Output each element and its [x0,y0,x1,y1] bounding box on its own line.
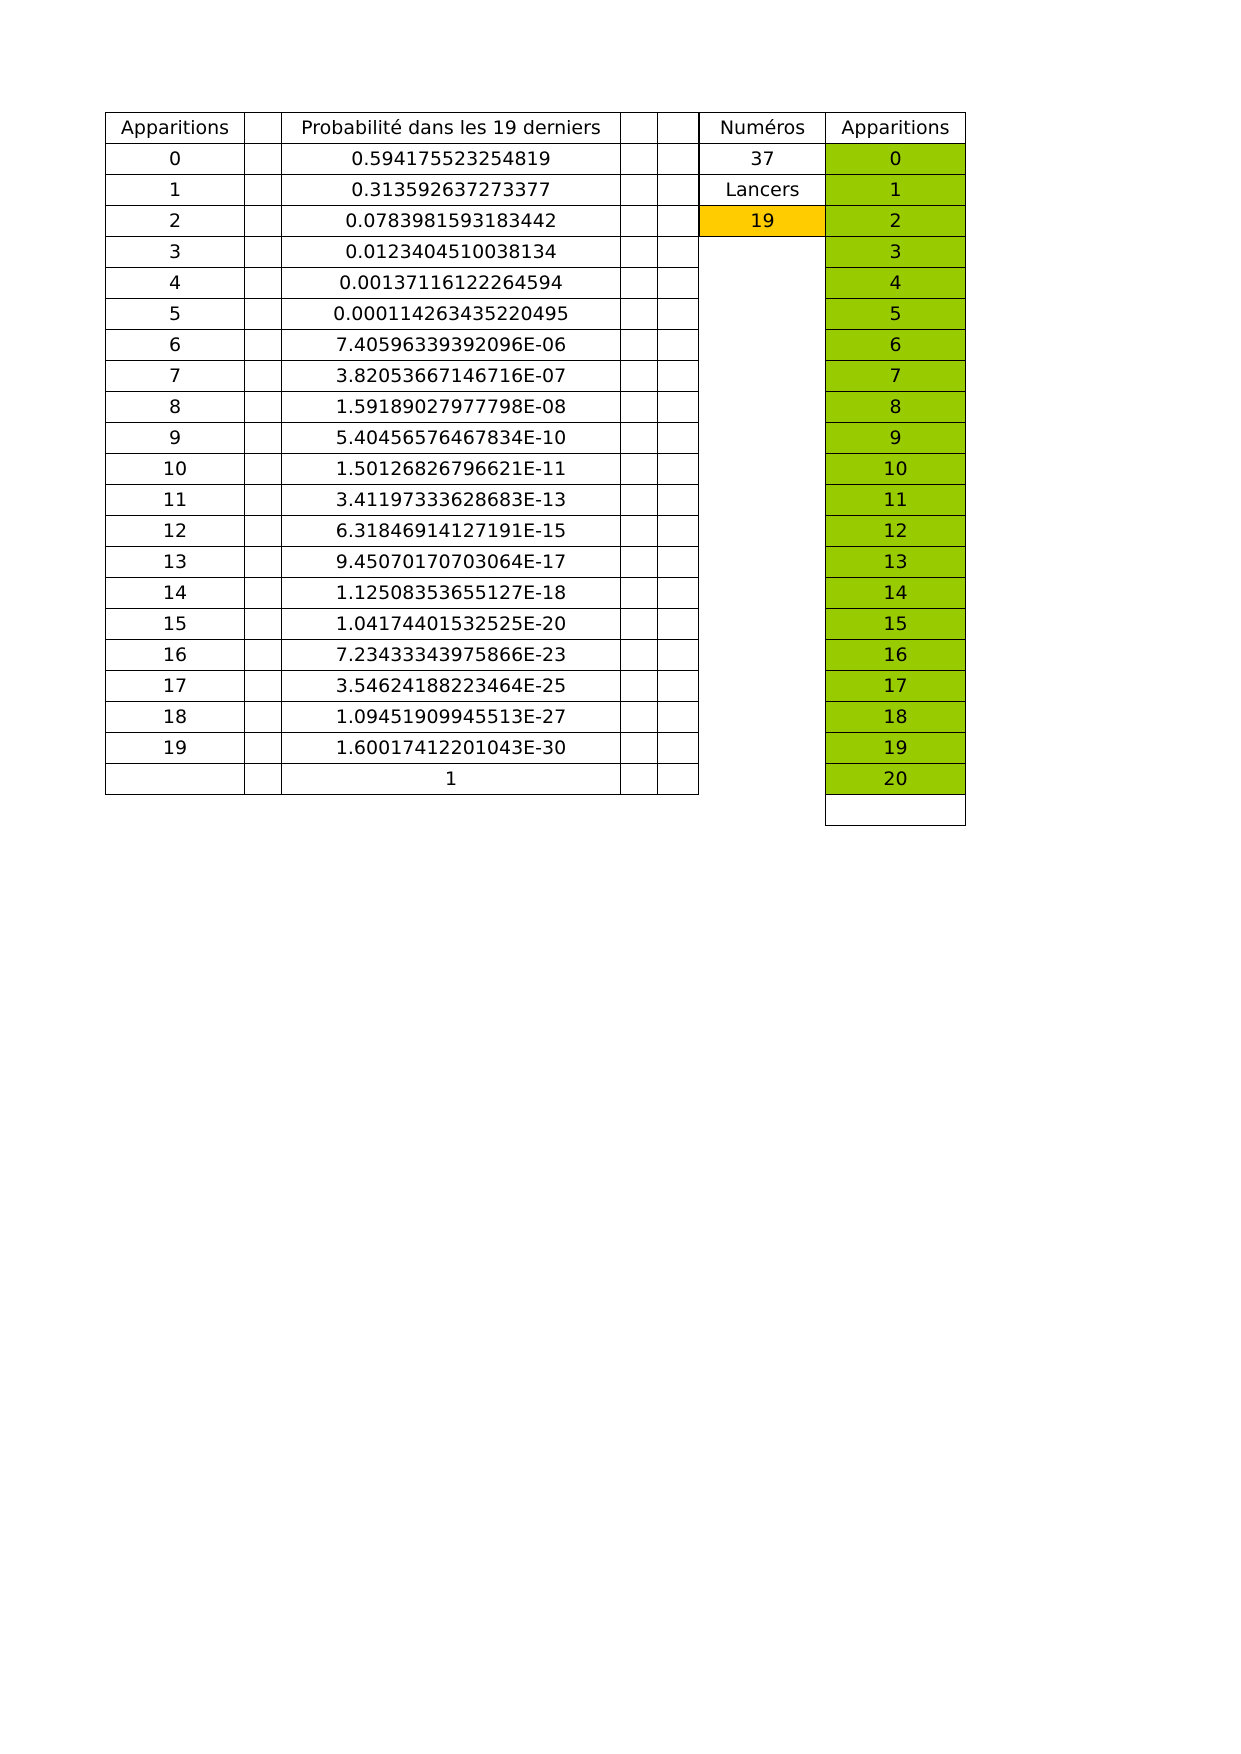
empty-cell[interactable] [621,733,658,764]
parameters-table [699,112,966,826]
appearance-value-cell[interactable]: 10 [826,454,966,485]
empty-cell[interactable] [245,175,282,206]
table-row [700,516,966,547]
numbers-label[interactable]: Numéros [700,113,826,144]
empty-cell[interactable] [621,640,658,671]
table-row [700,330,966,361]
empty-cell[interactable] [658,671,699,702]
empty-cell[interactable] [621,516,658,547]
empty-cell[interactable] [658,113,699,144]
appearance-count-cell[interactable]: 5 [106,299,245,330]
appearance-value-cell[interactable]: 11 [826,485,966,516]
blank-cell [700,733,826,764]
empty-cell[interactable] [826,795,966,826]
probability-cell[interactable]: 1.09451909945513E-27 [282,702,621,733]
appearance-count-cell[interactable]: 7 [106,361,245,392]
blank-cell [700,671,826,702]
empty-cell[interactable] [621,175,658,206]
appearance-count-cell[interactable]: 3 [106,237,245,268]
probability-cell[interactable]: 0.313592637273377 [282,175,621,206]
empty-cell[interactable] [658,268,699,299]
empty-cell[interactable] [106,764,245,795]
appearance-count-cell[interactable]: 8 [106,392,245,423]
table-row [106,361,699,392]
table-row [700,144,966,175]
appearance-value-cell[interactable]: 2 [826,206,966,237]
empty-cell[interactable] [658,237,699,268]
table-row [700,609,966,640]
numbers-value[interactable]: 37 [700,144,826,175]
empty-cell[interactable] [621,671,658,702]
table-row [700,299,966,330]
appearance-value-cell[interactable]: 17 [826,671,966,702]
appearance-count-cell[interactable]: 16 [106,640,245,671]
empty-cell[interactable] [621,764,658,795]
probability-cell[interactable]: 7.40596339392096E-06 [282,330,621,361]
probability-cell[interactable]: 0.000114263435220495 [282,299,621,330]
throws-label[interactable]: Lancers [700,175,826,206]
total-row [106,764,699,795]
probability-cell[interactable]: 1.59189027977798E-08 [282,392,621,423]
table-row [106,547,699,578]
empty-cell[interactable] [245,609,282,640]
probability-cell[interactable]: 1.60017412201043E-30 [282,733,621,764]
probability-table [105,112,699,795]
probability-cell[interactable]: 0.00137116122264594 [282,268,621,299]
empty-cell[interactable] [245,206,282,237]
table-row [700,764,966,795]
blank-cell [700,795,826,826]
empty-cell[interactable] [245,702,282,733]
probability-cell[interactable]: 3.82053667146716E-07 [282,361,621,392]
empty-cell[interactable] [621,113,658,144]
appearance-value-cell[interactable]: 18 [826,702,966,733]
table-row [106,299,699,330]
empty-cell[interactable] [245,640,282,671]
table-row [700,795,966,826]
empty-cell[interactable] [658,392,699,423]
blank-cell [700,764,826,795]
blank-cell [700,330,826,361]
empty-cell[interactable] [621,423,658,454]
appearance-count-cell[interactable]: 18 [106,702,245,733]
appearance-count-cell[interactable]: 0 [106,144,245,175]
appearance-count-cell[interactable]: 10 [106,454,245,485]
empty-cell[interactable] [245,361,282,392]
appearance-count-cell[interactable]: 12 [106,516,245,547]
table-row [700,578,966,609]
table-row [106,268,699,299]
table-row [106,485,699,516]
appearance-value-cell[interactable]: 6 [826,330,966,361]
empty-cell[interactable] [658,485,699,516]
appearance-count-cell[interactable]: 9 [106,423,245,454]
empty-cell[interactable] [245,237,282,268]
table-row [700,361,966,392]
table-row [106,144,699,175]
table-row [106,392,699,423]
blank-cell [700,640,826,671]
appearance-count-cell[interactable]: 13 [106,547,245,578]
table-row [106,702,699,733]
empty-cell[interactable] [658,764,699,795]
probability-cell[interactable]: 1.04174401532525E-20 [282,609,621,640]
appearance-value-cell[interactable]: 19 [826,733,966,764]
empty-cell[interactable] [621,268,658,299]
empty-cell[interactable] [621,702,658,733]
blank-cell [700,578,826,609]
probability-cell[interactable]: 3.41197333628683E-13 [282,485,621,516]
empty-cell[interactable] [658,547,699,578]
table-row [106,330,699,361]
appearance-value-cell[interactable]: 16 [826,640,966,671]
blank-cell [700,485,826,516]
appearance-value-cell[interactable]: 14 [826,578,966,609]
blank-cell [700,547,826,578]
blank-cell [700,702,826,733]
empty-cell[interactable] [658,330,699,361]
empty-cell[interactable] [658,423,699,454]
empty-cell[interactable] [658,609,699,640]
blank-cell [700,268,826,299]
empty-cell[interactable] [658,144,699,175]
empty-cell[interactable] [245,733,282,764]
empty-cell[interactable] [621,547,658,578]
empty-cell[interactable] [245,578,282,609]
empty-cell[interactable] [621,361,658,392]
table-row [106,237,699,268]
table-row [106,671,699,702]
table-row [700,237,966,268]
empty-cell[interactable] [658,206,699,237]
empty-cell[interactable] [245,299,282,330]
empty-cell[interactable] [245,454,282,485]
table-row [106,423,699,454]
probability-cell[interactable]: 9.45070170703064E-17 [282,547,621,578]
empty-cell[interactable] [621,237,658,268]
table-row [106,454,699,485]
probability-cell[interactable]: 6.31846914127191E-15 [282,516,621,547]
appearance-count-cell[interactable]: 1 [106,175,245,206]
probability-cell[interactable]: 1.12508353655127E-18 [282,578,621,609]
empty-cell[interactable] [621,578,658,609]
appearance-value-cell[interactable]: 1 [826,175,966,206]
table-row [700,175,966,206]
appearance-count-cell[interactable]: 2 [106,206,245,237]
probability-cell[interactable]: 1.50126826796621E-11 [282,454,621,485]
table-row [700,640,966,671]
empty-cell[interactable] [658,516,699,547]
empty-cell[interactable] [621,206,658,237]
header-appearances[interactable]: Apparitions [106,113,245,144]
empty-cell[interactable] [658,175,699,206]
table-row [106,175,699,206]
appearance-value-cell[interactable]: 13 [826,547,966,578]
empty-cell[interactable] [245,113,282,144]
appearance-value-cell[interactable]: 9 [826,423,966,454]
empty-cell[interactable] [621,485,658,516]
blank-cell [700,361,826,392]
empty-cell[interactable] [658,733,699,764]
appearance-value-cell[interactable]: 4 [826,268,966,299]
probability-total-cell[interactable]: 1 [282,764,621,795]
empty-cell[interactable] [245,547,282,578]
blank-cell [700,299,826,330]
empty-cell[interactable] [621,609,658,640]
table-row [700,423,966,454]
blank-cell [700,392,826,423]
appearance-value-cell[interactable]: 7 [826,361,966,392]
appearance-count-cell[interactable]: 15 [106,609,245,640]
blank-cell [700,237,826,268]
appearance-value-cell[interactable]: 8 [826,392,966,423]
blank-cell [700,454,826,485]
table-row [700,671,966,702]
header-probability[interactable]: Probabilité dans les 19 derniers [282,113,621,144]
appearance-count-cell[interactable]: 6 [106,330,245,361]
appearance-count-cell[interactable]: 19 [106,733,245,764]
blank-cell [700,516,826,547]
throws-value-input[interactable]: 19 [700,206,826,237]
table-row [700,702,966,733]
table-row [106,578,699,609]
empty-cell[interactable] [621,330,658,361]
table-row [106,206,699,237]
empty-cell[interactable] [245,423,282,454]
empty-cell[interactable] [621,454,658,485]
appearance-count-cell[interactable]: 17 [106,671,245,702]
table-row [700,454,966,485]
empty-cell[interactable] [658,578,699,609]
empty-cell[interactable] [245,330,282,361]
table-header-row [106,113,699,144]
appearances-list-header[interactable]: Apparitions [826,113,966,144]
probability-cell[interactable]: 3.54624188223464E-25 [282,671,621,702]
appearance-count-cell[interactable]: 14 [106,578,245,609]
empty-cell[interactable] [658,454,699,485]
probability-cell[interactable]: 5.40456576467834E-10 [282,423,621,454]
appearance-value-cell[interactable]: 12 [826,516,966,547]
table-row [700,733,966,764]
table-row [700,206,966,237]
appearance-value-cell[interactable]: 5 [826,299,966,330]
table-row [700,392,966,423]
probability-cell[interactable]: 0.594175523254819 [282,144,621,175]
table-row [700,547,966,578]
empty-cell[interactable] [658,361,699,392]
empty-cell[interactable] [621,144,658,175]
empty-cell[interactable] [658,299,699,330]
empty-cell[interactable] [245,392,282,423]
probability-cell[interactable]: 7.23433343975866E-23 [282,640,621,671]
empty-cell[interactable] [658,640,699,671]
table-row [700,268,966,299]
empty-cell[interactable] [621,299,658,330]
appearance-value-cell[interactable]: 20 [826,764,966,795]
table-row [106,733,699,764]
empty-cell[interactable] [658,702,699,733]
empty-cell[interactable] [245,144,282,175]
table-row [106,640,699,671]
blank-cell [700,423,826,454]
blank-cell [700,609,826,640]
probability-cell[interactable]: 0.0783981593183442 [282,206,621,237]
appearance-value-cell[interactable]: 3 [826,237,966,268]
appearance-count-cell[interactable]: 11 [106,485,245,516]
empty-cell[interactable] [245,485,282,516]
table-row [106,516,699,547]
probability-cell[interactable]: 0.0123404510038134 [282,237,621,268]
empty-cell[interactable] [245,764,282,795]
appearance-count-cell[interactable]: 4 [106,268,245,299]
empty-cell[interactable] [245,671,282,702]
table-header-row [700,113,966,144]
appearance-value-cell[interactable]: 0 [826,144,966,175]
empty-cell[interactable] [245,516,282,547]
empty-cell[interactable] [245,268,282,299]
appearance-value-cell[interactable]: 15 [826,609,966,640]
table-row [106,609,699,640]
empty-cell[interactable] [621,392,658,423]
table-row [700,485,966,516]
